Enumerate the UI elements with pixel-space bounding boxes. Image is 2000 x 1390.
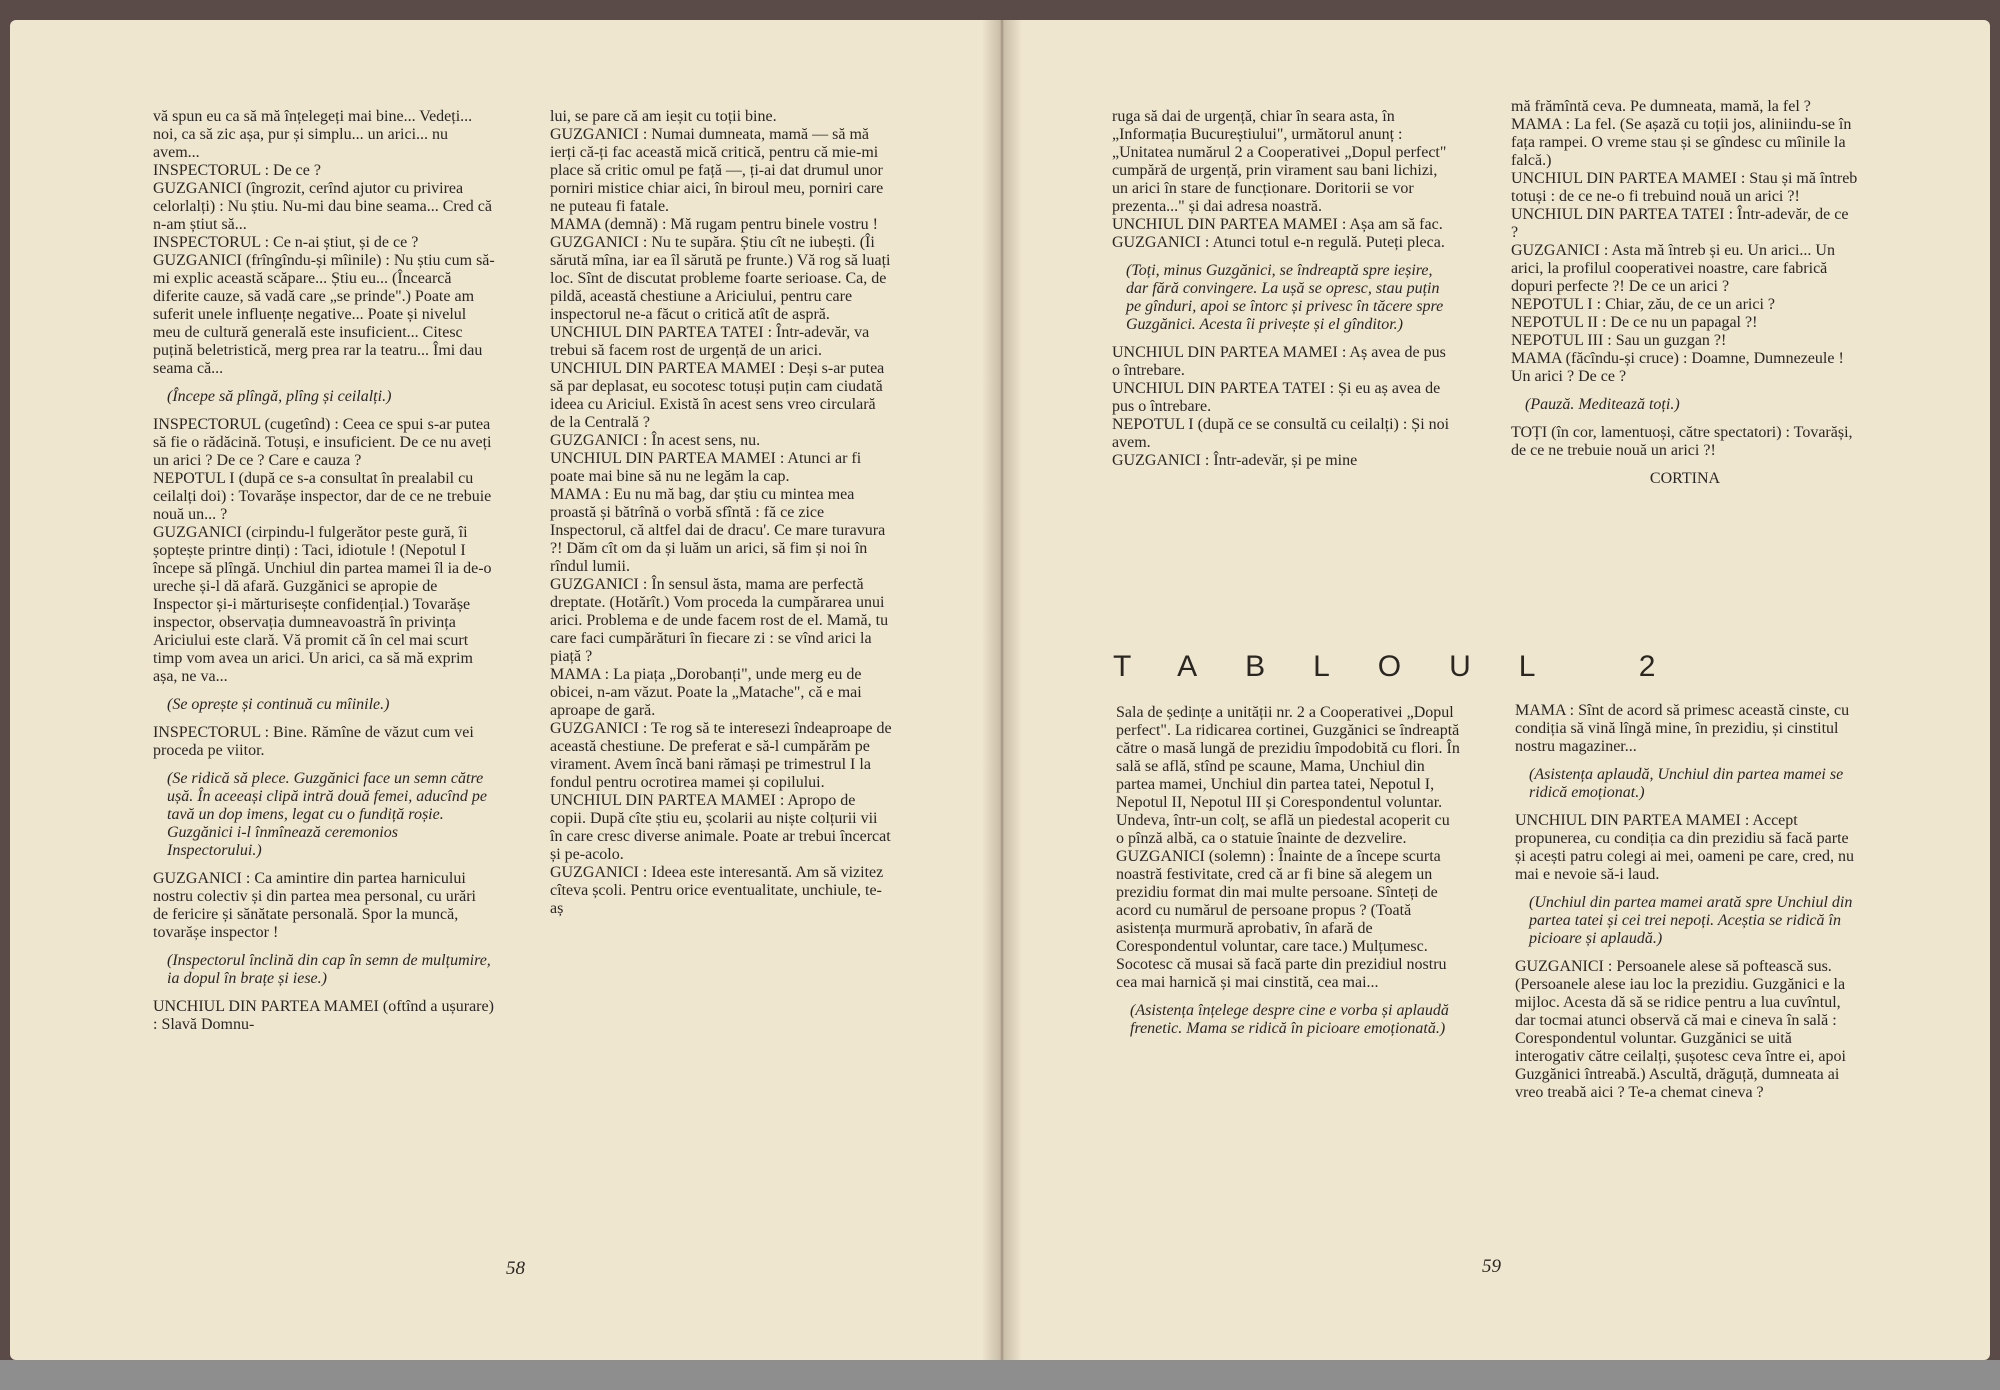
paragraph: GUZGANICI : Te rog să te interesezi îndeaproape de această chestiune. De preferat e să-l cumpărăm pe virament. Avem încă bani rămași pe trimestrul I la fondul pentru ocrotirea mamei și copilului. xyxy=(550,720,892,791)
paragraph: UNCHIUL DIN PARTEA TATEI : Într-adevăr, de ce ? xyxy=(1511,206,1849,241)
paragraph: (Se oprește și continuă cu mîinile.) xyxy=(167,696,390,713)
book-gutter xyxy=(982,20,1022,1360)
paragraph: GUZGANICI : Persoanele alese să poftească sus. (Persoanele alese iau loc la prezidiu. Guzgănici e la mijloc. Acesta dă să se ridice pentru a lua cuvîntul, dar tocmai atunci observă că mai e cineva în sală : Corespondentul voluntar. Guzgănici se uită interogativ către ceilalți, șușotesc ceva între ei, apoi Guzgănici întreabă.) Ascultă, drăguță, dumneata ai vreo treabă aici ? Te-a chemat cineva ? xyxy=(1515,958,1846,1101)
section-heading: TABLOUL 2 xyxy=(1113,650,1704,683)
left-page-column-2 xyxy=(550,108,892,918)
paragraph: Sala de ședințe a unității nr. 2 a Cooperativei „Dopul perfect". La ridicarea cortinei, Guzgănici se îndreaptă către o masă lungă de prezidiu împodobită cu flori. În sală se află, stînd pe scaune, Mama, Unchiul din partea mamei, Unchiul din partea tatei, Nepotul I, Nepotul II, Nepotul III și Corespondentul voluntar. Undeva, într-un colț, se află un piedestal acoperit cu o pînză albă, ca o statuie înainte de dezvelire. xyxy=(1116,704,1460,847)
paragraph: (Toți, minus Guzgănici, se îndreaptă spre ieșire, dar fără convingere. La ușă se opresc, stau puțin pe gînduri, apoi se întorc și privesc în tăcere spre Guzgănici. Acesta îi privește și el gînditor.) xyxy=(1126,262,1444,333)
paragraph: MAMA : Eu nu mă bag, dar știu cu mintea mea proastă și bătrînă o vorbă sfîntă : fă ce zice Inspectorul, că altfel dai de dracu'. Ce mare turavura ?! Dăm cît om da și luăm un arici, să fim și noi în rîndul lumii. xyxy=(550,486,886,575)
paragraph: INSPECTORUL : Ce n-ai știut, și de ce ? xyxy=(153,234,419,251)
paragraph: UNCHIUL DIN PARTEA MAMEI : Stau și mă întreb totuși : de ce ne-o fi trebuind nouă un arici ?! xyxy=(1511,170,1858,205)
paragraph: (Unchiul din partea mamei arată spre Unchiul din partea tatei și cei trei nepoți. Aceștia se ridică în picioare și aplaudă.) xyxy=(1529,894,1853,947)
paragraph: GUZGANICI (solemn) : Înainte de a începe scurta noastră festivitate, cred că ar fi bine să alegem un prezidiu format din mai multe persoane. Sînteți de acord cu numărul de persoane propus ? (Toată asistența murmură aprobativ, în afară de Corespondentul voluntar, care tace.) Mulțumesc. Socotesc că musai să facă parte din prezidiul nostru cea mai harnică și mai cinstită, cea mai... xyxy=(1116,848,1447,991)
paragraph: GUZGANICI : Numai dumneata, mamă — să mă ierți că-ți fac această mică critică, pentru că mie-mi place să critic omul pe față —, ți-ai dat drumul unor porniri mistice chiar aici, în biroul meu, porniri care ne puteau fi fatale. xyxy=(550,126,884,215)
left-page-column-1 xyxy=(153,108,495,1034)
paragraph: TOȚI (în cor, lamentuoși, către spectatori) : Tovarăși, de ce ne trebuie nouă un arici ?! xyxy=(1511,424,1853,459)
paragraph: UNCHIUL DIN PARTEA TATEI : Într-adevăr, va trebui să facem rost de urgență de un arici. xyxy=(550,324,870,359)
paragraph: NEPOTUL I (după ce s-a consultat în prealabil cu ceilalți doi) : Tovarășe inspector, dar de ce ne trebuie nouă un... ? xyxy=(153,470,492,523)
paragraph: GUZGANICI : În acest sens, nu. xyxy=(550,432,761,449)
right-page-column-2-bottom xyxy=(1515,702,1859,1102)
paragraph: UNCHIUL DIN PARTEA TATEI : Și eu aș avea de pus o întrebare. xyxy=(1112,380,1441,415)
right-page-column-1-bottom xyxy=(1116,704,1460,1038)
paragraph: (Începe să plîngă, plîng și ceilalți.) xyxy=(167,388,392,405)
paragraph: UNCHIUL DIN PARTEA MAMEI : Deși s-ar putea să par deplasat, eu socotesc totuși puțin cam ciudată ideea cu Ariciul. Există în acest sens vreo circulară de la Centrală ? xyxy=(550,360,885,431)
paragraph: INSPECTORUL (cugetînd) : Ceea ce spui s-ar putea să fie o rădăcină. Totuși, e insuficient. De ce nu aveți un arici ? De ce ? Care e cauza ? xyxy=(153,416,492,469)
paragraph: vă spun eu ca să mă înțelegeți mai bine... Vedeți... noi, ca să zic așa, pur și simplu... un arici... nu avem... xyxy=(153,108,473,161)
paragraph: UNCHIUL DIN PARTEA MAMEI : Apropo de copii. După cîte știu eu, școlarii au niște colțurii vii în care cresc diverse animale. Poate ar trebui încercat și pe-acolo. xyxy=(550,792,891,863)
paragraph: GUZGANICI (frîngîndu-și mîinile) : Nu știu cum să-mi explic această scăpare... Știu eu... (Încearcă diferite cauze, să vadă care „se prinde".) Poate am suferit unele influențe negative... Poate și nivelul meu de cultură generală este insuficient... Citesc puțină beletristică, merg prea rar la teatru... Îmi dau seama că... xyxy=(153,252,495,377)
paragraph: MAMA : Sînt de acord să primesc această cinste, cu condiția să vină lîngă mine, în prezidiu, și cinstitul nostru magaziner... xyxy=(1515,702,1850,755)
paragraph: UNCHIUL DIN PARTEA MAMEI : Atunci ar fi poate mai bine să nu ne legăm la cap. xyxy=(550,450,862,485)
table-surface xyxy=(0,1360,2000,1390)
paragraph: GUZGANICI : În sensul ăsta, mama are perfectă dreptate. (Hotărît.) Vom proceda la cumpărarea unui arici. Problema e de unde facem rost de el. Mamă, tu care faci cumpărături în fiecare zi : se vînd arici la piață ? xyxy=(550,576,889,665)
paragraph: UNCHIUL DIN PARTEA MAMEI : Accept propunerea, cu condiția ca din prezidiu să facă parte și acești patru colegi ai mei, oameni pe care, cred, nu mai e nevoie să-i laud. xyxy=(1515,812,1854,883)
right-page-number: 59 xyxy=(1482,1256,1501,1277)
paragraph: CORTINA xyxy=(1649,470,1721,487)
paragraph: UNCHIUL DIN PARTEA MAMEI (oftînd a ușurare) : Slavă Domnu- xyxy=(153,998,494,1033)
paragraph: (Se ridică să plece. Guzgănici face un semn către ușă. În aceeași clipă intră două femei, aducînd pe tavă un dop imens, legat cu o fundiță roșie. Guzgănici i-l înmînează ceremonios Inspectorului.) xyxy=(167,770,487,859)
paragraph: GUZGANICI : Într-adevăr, și pe mine xyxy=(1112,452,1358,469)
paragraph: NEPOTUL III : Sau un guzgan ?! xyxy=(1511,332,1727,349)
paragraph: GUZGANICI : Asta mă întreb și eu. Un arici... Un arici, la profilul cooperativei noastre, care fabrică dopuri perfecte ?! De ce un arici ? xyxy=(1511,242,1835,295)
paragraph: ruga să dai de urgență, chiar în seara asta, în „Informația Bucureștiului", următorul anunț : „Unitatea numărul 2 a Cooperativei „Dopul perfect" cumpără de urgență, prin virament sau bani lichizi, un arici în stare de funcționare. Doritorii se vor prezenta..." și dai adresa noastră. xyxy=(1112,108,1447,215)
paragraph: NEPOTUL I : Chiar, zău, de ce un arici ? xyxy=(1511,296,1775,313)
paragraph: UNCHIUL DIN PARTEA MAMEI : Așa am să fac. xyxy=(1112,216,1443,233)
paragraph: GUZGANICI : Nu te supăra. Știu cît ne iubești. (Îi sărută mîna, iar ea îl sărută pe frunte.) Vă rog să luați loc. Sînt de discutat probleme foarte serioase. Ca, de pildă, această chestiune a Ariciului, pentru care inspectorul ne-a făcut o critică atît de aspră. xyxy=(550,234,891,323)
paragraph: INSPECTORUL : Bine. Rămîne de văzut cum vei proceda pe viitor. xyxy=(153,724,474,759)
paragraph: (Inspectorul înclină din cap în semn de mulțumire, ia dopul în brațe și iese.) xyxy=(167,952,491,987)
paragraph: GUZGANICI (îngrozit, cerînd ajutor cu privirea celorlalți) : Nu știu. Nu-mi dau bine seama... Cred că n-am știut să... xyxy=(153,180,493,233)
paragraph: GUZGANICI : Ca amintire din partea harnicului nostru colectiv și din partea mea personal, cu urări de fericire și sănătate personală. Spor la muncă, tovarășe inspector ! xyxy=(153,870,476,941)
left-page-number: 58 xyxy=(506,1258,525,1279)
paragraph: (Asistența aplaudă, Unchiul din partea mamei se ridică emoționat.) xyxy=(1529,766,1844,801)
paragraph: (Asistența înțelege despre cine e vorba și aplaudă frenetic. Mama se ridică în picioare emoționată.) xyxy=(1130,1002,1449,1037)
paragraph: MAMA (demnă) : Mă rugam pentru binele vostru ! xyxy=(550,216,878,233)
paragraph: MAMA : La piața „Dorobanți", unde merg eu de obicei, n-am văzut. Poate la „Matache", că e mai aproape de gară. xyxy=(550,666,862,719)
paragraph: MAMA : La fel. (Se așază cu toții jos, aliniindu-se în fața rampei. O vreme stau și se gîndesc cu mîinile la falcă.) xyxy=(1511,116,1852,169)
right-page-column-2-top xyxy=(1511,98,1859,488)
paragraph: NEPOTUL II : De ce nu un papagal ?! xyxy=(1511,314,1758,331)
paragraph: mă frămîntă ceva. Pe dumneata, mamă, la fel ? xyxy=(1511,98,1811,115)
paragraph: lui, se pare că am ieșit cu toții bine. xyxy=(550,108,777,125)
paragraph: MAMA (făcîndu-și cruce) : Doamne, Dumnezeule ! Un arici ? De ce ? xyxy=(1511,350,1844,385)
right-page-column-1-top xyxy=(1112,108,1456,470)
paragraph: GUZGANICI (cirpindu-l fulgerător peste gură, îi șoptește printre dinți) : Taci, idiotule ! (Nepotul I începe să plîngă. Unchiul din partea mamei îl ia de-o ureche și-l dă afară. Guzgănici se apropie de Inspector și-i mărturisește confidențial.) Tovarășe inspector, observația dumneavoastră în privința Ariciului este clară. Vă promit că în cel mai scurt timp vom avea un arici. Un arici, ca să mă exprim așa, ne va... xyxy=(153,524,492,685)
paragraph: GUZGANICI : Ideea este interesantă. Am să vizitez cîteva școli. Pentru orice eventualitate, unchiule, te-aș xyxy=(550,864,884,917)
paragraph: INSPECTORUL : De ce ? xyxy=(153,162,321,179)
paragraph: NEPOTUL I (după ce se consultă cu ceilalți) : Și noi avem. xyxy=(1112,416,1450,451)
paragraph: UNCHIUL DIN PARTEA MAMEI : Aș avea de pus o întrebare. xyxy=(1112,344,1446,379)
paragraph: GUZGANICI : Atunci totul e-n regulă. Puteți pleca. xyxy=(1112,234,1445,251)
paragraph: (Pauză. Meditează toți.) xyxy=(1525,396,1680,413)
